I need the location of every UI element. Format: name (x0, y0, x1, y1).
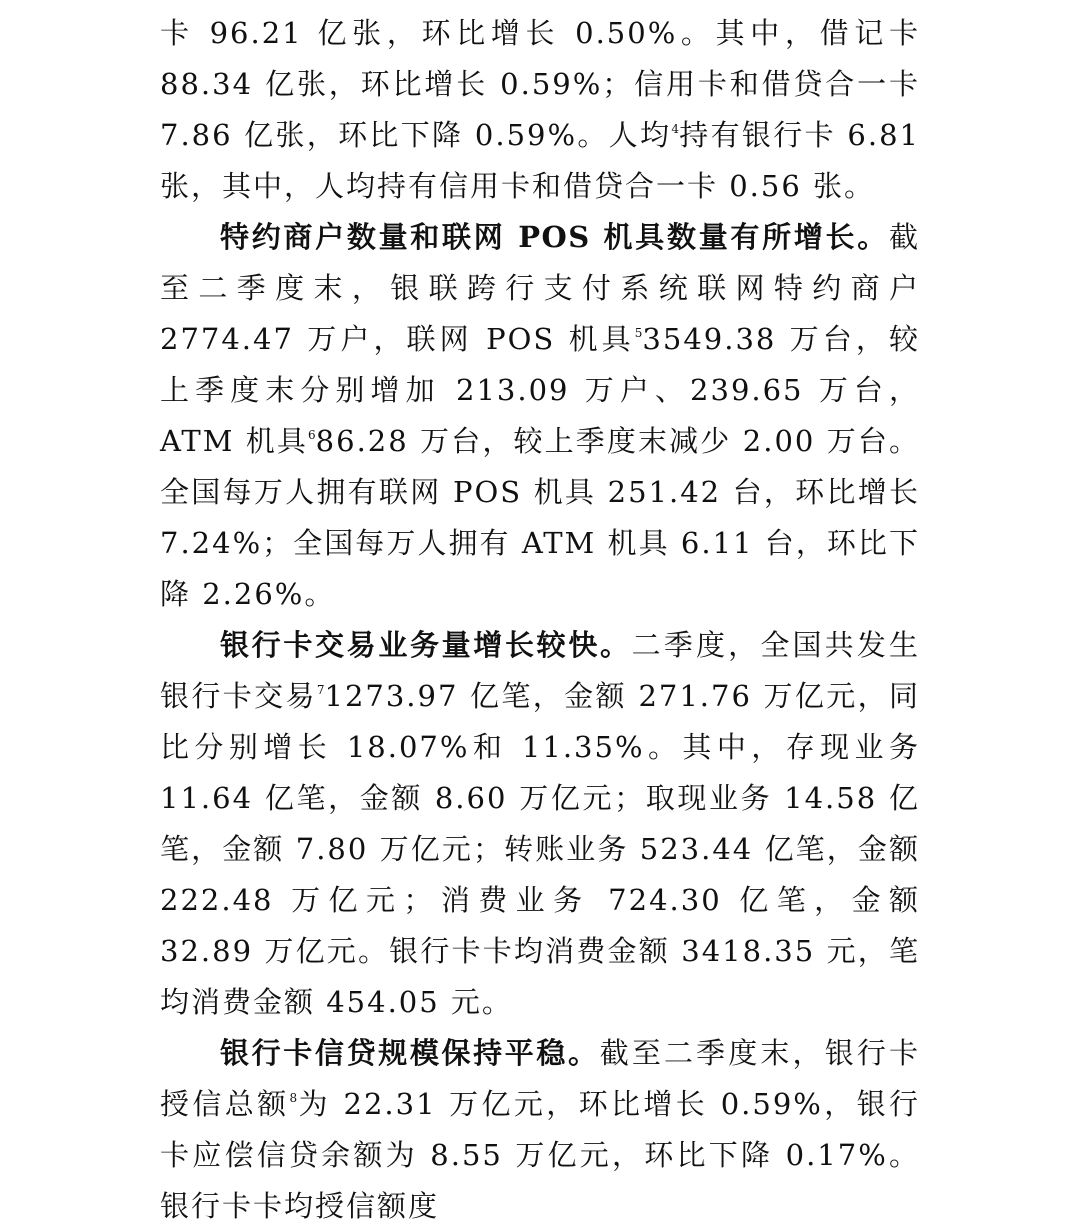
text-run: 截至二季度末，银行卡授信总额 (160, 1036, 920, 1121)
text-run: 截至二季度末，银联跨行支付系统联网特约商户 2774.47 万户，联网 POS 机具 (160, 220, 920, 356)
body-text (160, 8, 920, 1232)
footnote-marker: 7 (316, 683, 325, 697)
paragraph-cards-continued (160, 8, 920, 212)
text-run: 3549.38 万台，较上季度末分别增加 213.09 万户、239.65 万台，ATM 机具 (160, 322, 920, 458)
paragraph-heading: 银行卡信贷规模保持平稳。 (220, 1036, 600, 1070)
text-run: 持有银行卡 6.81 张，其中，人均持有信用卡和借贷合一卡 0.56 张。 (160, 118, 920, 203)
footnote-marker: 5 (634, 326, 643, 340)
paragraph-heading: 银行卡交易业务量增长较快。 (220, 628, 632, 662)
paragraph-heading: 特约商户数量和联网 POS 机具数量有所增长。 (220, 220, 889, 254)
footnote-marker: 4 (671, 122, 679, 136)
paragraph-merchants-pos (160, 212, 920, 620)
text-run: 二季度，全国共发生银行卡交易 (160, 628, 920, 713)
footnote-marker: 6 (308, 428, 316, 442)
text-run: 卡 96.21 亿张，环比增长 0.50%。其中，借记卡 88.34 亿张，环比增长 0.59%；信用卡和借贷合一卡 7.86 亿张，环比下降 0.59%。人均 (160, 16, 920, 152)
text-run: 为 22.31 万亿元，环比增长 0.59%，银行卡应偿信贷余额为 8.55 万亿元，环比下降 0.17%。银行卡卡均授信额度 (160, 1087, 920, 1223)
footnote-marker: 8 (289, 1091, 298, 1105)
paragraph-card-credit (160, 1028, 920, 1232)
text-run: 86.28 万台，较上季度末减少 2.00 万台。全国每万人拥有联网 POS 机具 251.42 台，环比增长 7.24%；全国每万人拥有 ATM 机具 6.11 台，环比下降 2.26%。 (160, 424, 920, 611)
paragraph-card-transactions (160, 620, 920, 1028)
text-run: 1273.97 亿笔，金额 271.76 万亿元，同比分别增长 18.07%和 11.35%。其中，存现业务 11.64 亿笔，金额 8.60 万亿元；取现业务 14.58 亿笔，金额 7.80 万亿元；转账业务 523.44 亿笔，金额 222.48 万亿元；消费业务 724.30 亿笔，金额 32.89 万亿元。银行卡卡均消费金额 3418.35 元，笔均消费金额 454.05 元。 (160, 679, 920, 1019)
